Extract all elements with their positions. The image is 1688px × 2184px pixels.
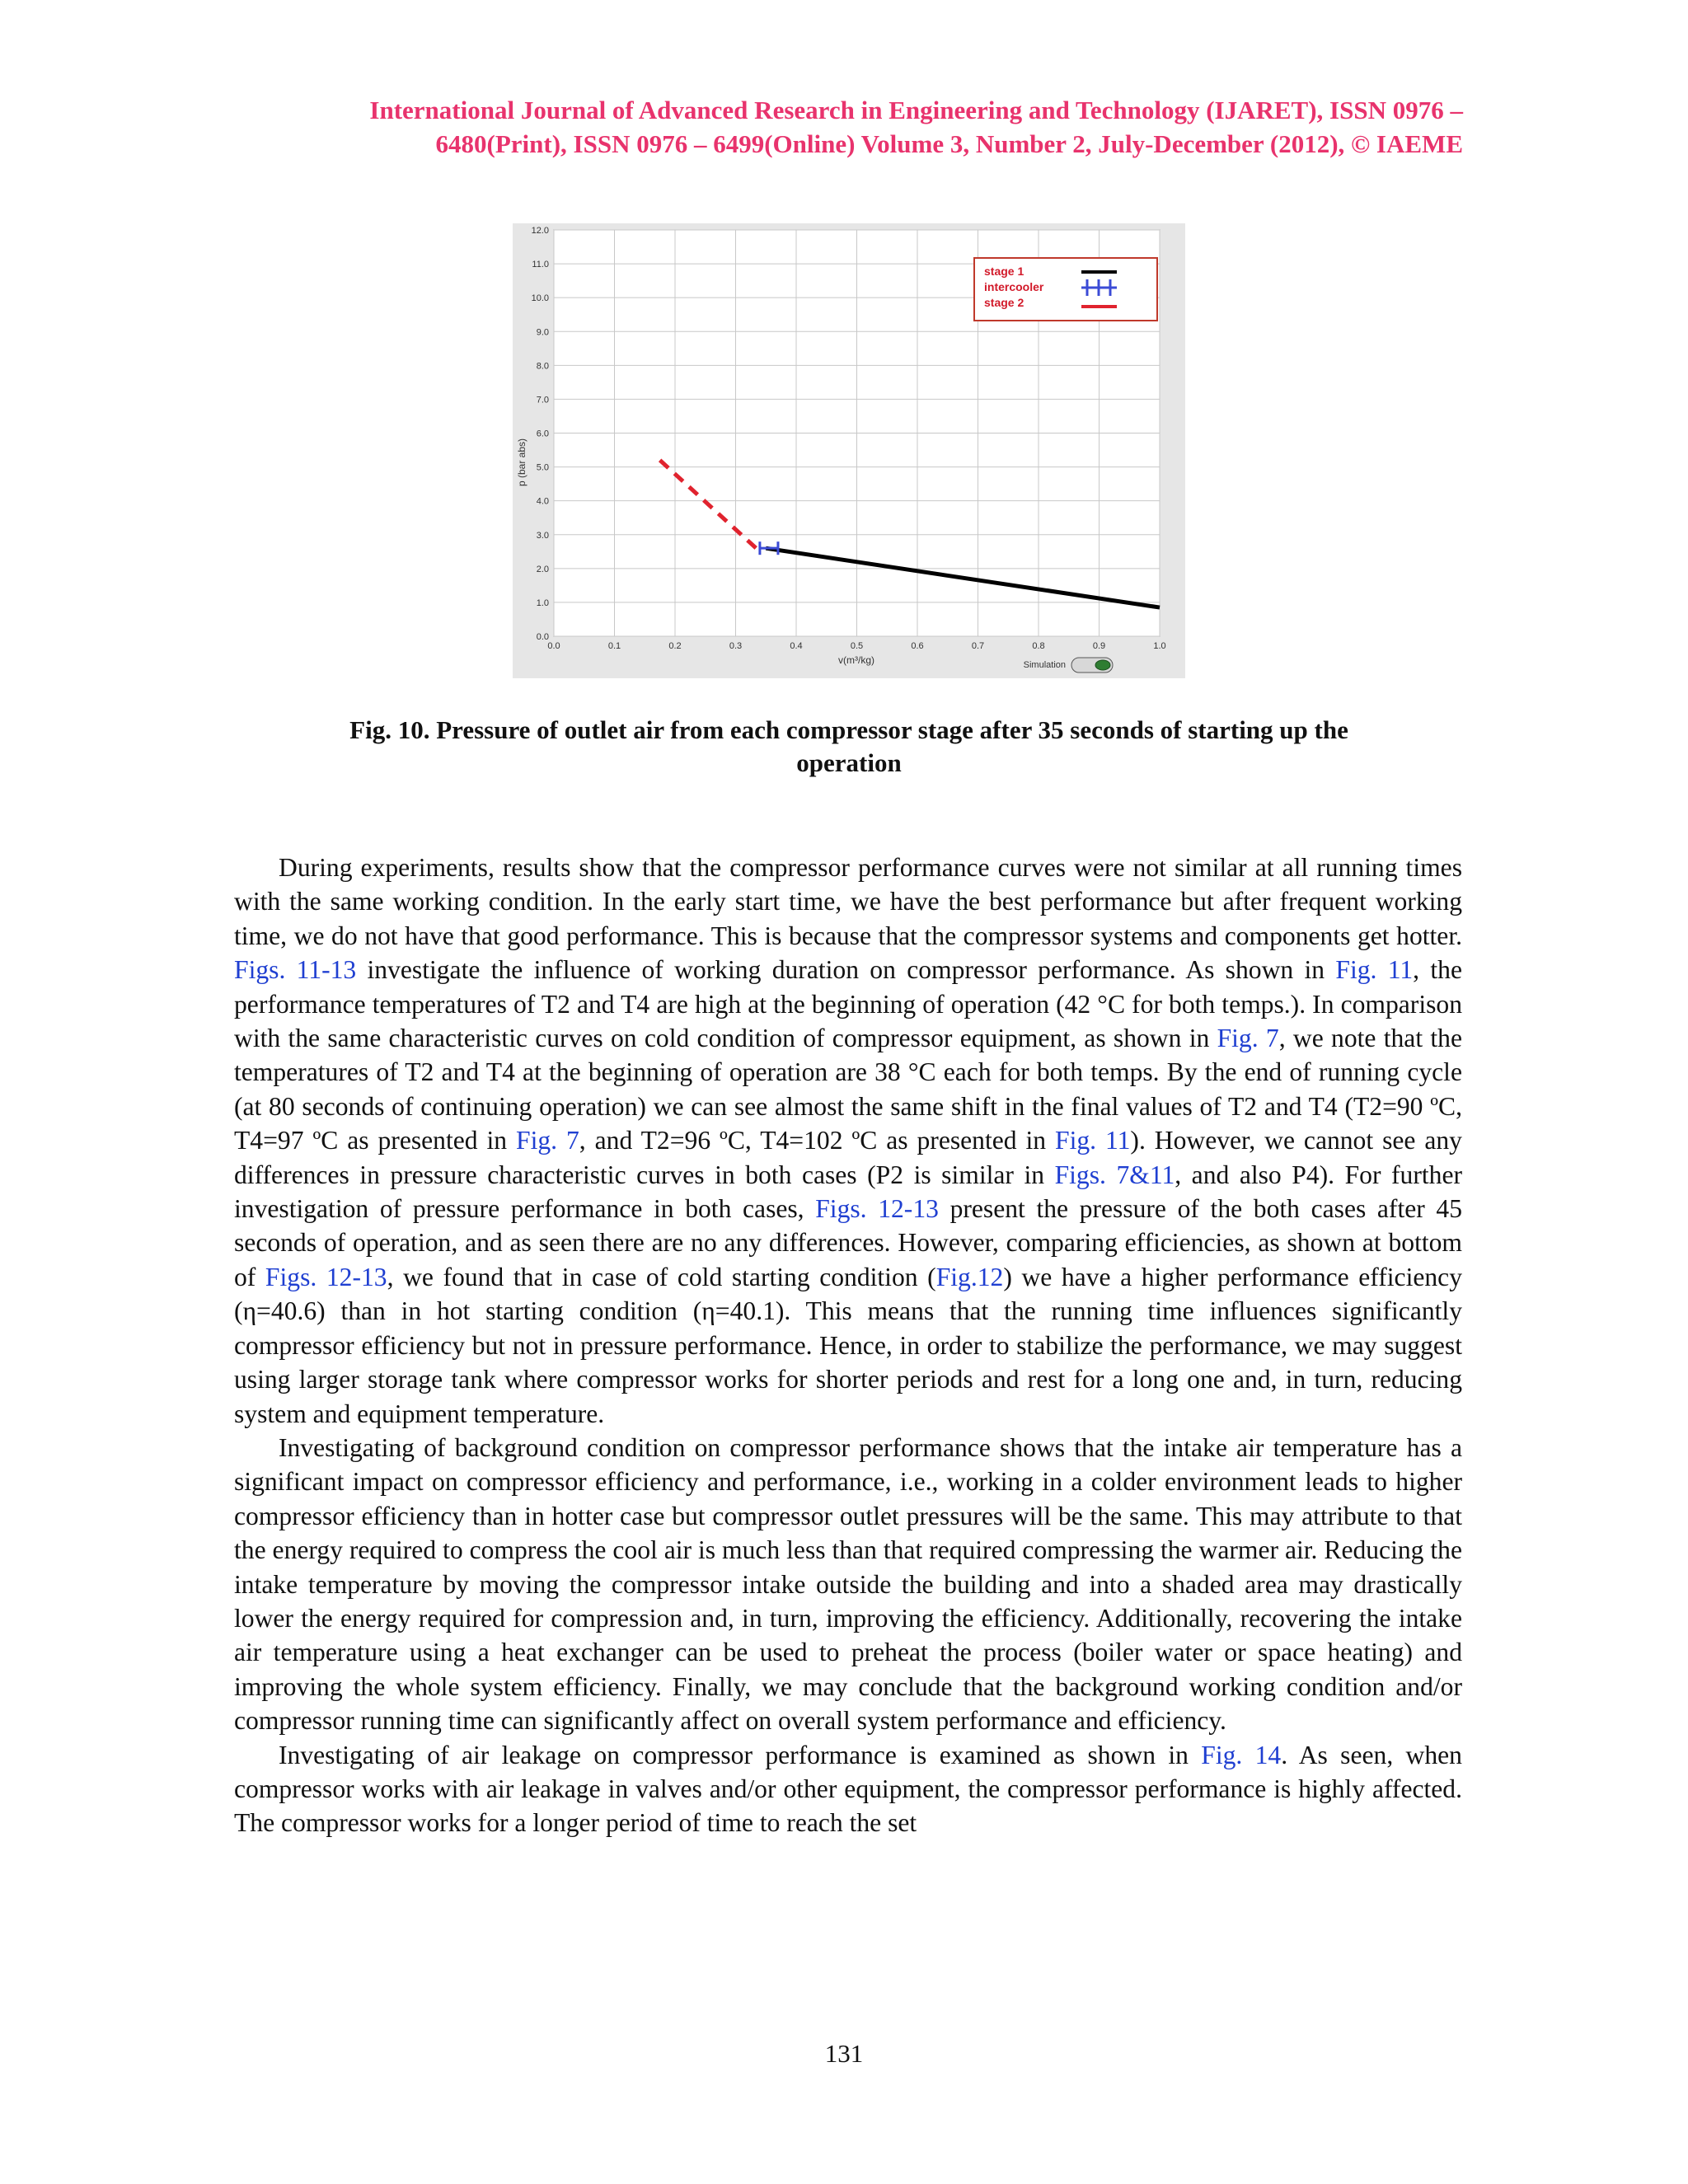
- x-tick-label: 0.9: [1092, 641, 1106, 651]
- body-text: [234, 851, 1462, 1840]
- text-run: present the pressure of the both cases after 45 seconds of operation, and as seen there are no any differences. However, comparing efficiencies, as shown at bottom of: [234, 1194, 1463, 1291]
- y-tick-label: 5.0: [536, 462, 549, 473]
- text-run: , the performance temperatures of T2 and T4 are high at the beginning of operation (42 °C for both temps.). In comparison with the same characteristic curves on cold condition of compressor equipment, as shown in: [234, 955, 1462, 1053]
- y-tick-label: 0.0: [536, 632, 549, 642]
- paragraph-1: [234, 851, 1462, 1431]
- text-run: , we note that the temperatures of T2 and T4 at the beginning of operation are 38 °C each for both temps. By the end of running cycle (at 80 seconds of continuing operation) we can see almost the same shift in the final values of T2 and T4 (T2=90 ºC, T4=97 ºC as presented in: [234, 1024, 1462, 1155]
- x-tick-label: 0.6: [911, 641, 924, 651]
- text-run: During experiments, results show that the compressor performance curves were not similar at all running times with the same working condition. In the early start time, we have the best performance but after frequent working time, we do not have that good performance. This is because that the compressor systems and components get hotter.: [234, 853, 1462, 950]
- x-tick-label: 0.1: [607, 641, 621, 651]
- fig-link[interactable]: Figs. 12-13: [265, 1262, 387, 1291]
- text-run: , and T2=96 ºC, T4=102 ºC as presented in: [579, 1126, 1056, 1155]
- legend-label-intercooler: intercooler: [984, 280, 1044, 293]
- y-tick-label: 2.0: [536, 564, 549, 574]
- x-tick-label: 0.5: [850, 641, 864, 651]
- y-tick-label: 9.0: [536, 327, 549, 338]
- x-tick-label: 0.8: [1032, 641, 1045, 651]
- text-run: , we found that in case of cold starting condition (: [387, 1262, 936, 1291]
- x-tick-label: 0.3: [729, 641, 743, 651]
- fig-link[interactable]: Figs. 11-13: [234, 955, 357, 985]
- legend-label-stage2: stage 2: [984, 296, 1025, 309]
- journal-header: [206, 93, 1463, 161]
- x-tick-label: 0.7: [971, 641, 985, 651]
- text-run: ). However, we cannot see any differences in pressure characteristic curves in both cases (P2 is similar in: [234, 1126, 1462, 1189]
- journal-header-line2: 6480(Print), ISSN 0976 – 6499(Online) Volume 3, Number 2, July-December (2012), © IAEME: [435, 129, 1463, 158]
- y-tick-label: 12.0: [531, 226, 549, 236]
- y-tick-label: 4.0: [536, 496, 549, 507]
- text-run: Investigating of air leakage on compressor performance is examined as shown in: [279, 1740, 1202, 1769]
- fig-link[interactable]: Fig. 11: [1055, 1126, 1131, 1155]
- paragraph-3: [234, 1738, 1462, 1840]
- x-tick-label: 0.4: [790, 641, 803, 651]
- chart-svg: [513, 223, 1185, 678]
- text-run: ) we have a higher performance efficiency (η=40.6) than in hot starting condition (η=40.1). This means that the running time influences significantly compressor efficiency but not in pressure performance. Hence, in order to stabilize the performance, we may suggest using larger storage tank where compressor works for shorter periods and rest for a long one and, in turn, reducing system and equipment temperature.: [234, 1262, 1462, 1428]
- fig-link[interactable]: Fig. 7: [1217, 1024, 1279, 1053]
- paragraph-2: Investigating of background condition on compressor performance shows that the intake air temperature has a significant impact on compressor efficiency and performance, i.e., working in a colder environment leads to higher compressor efficiency than in hotter case but compressor outlet pressures will be the same. This may attribute to that the energy required to compress the cool air is much less than that required compressing the warmer air. Reducing the intake temperature by moving the compressor intake outside the building and into a shaded area may drastically lower the energy required for compression and, in turn, improving the efficiency. Additionally, recovering the intake air temperature using a heat exchanger can be used to preheat the process (boiler water or space heating) and improving the whole system efficiency. Finally, we may conclude that the background working condition and/or compressor running time can significantly affect on overall system performance and efficiency.: [234, 1432, 1462, 1736]
- x-axis-label: v(m³/kg): [838, 654, 874, 666]
- y-tick-label: 6.0: [536, 429, 549, 439]
- legend-label-stage1: stage 1: [984, 265, 1025, 278]
- y-tick-label: 10.0: [531, 293, 549, 304]
- y-tick-label: 7.0: [536, 395, 549, 405]
- text-run: , and also P4). For further investigation of pressure performance in both cases,: [234, 1160, 1462, 1224]
- x-tick-label: 0.0: [547, 641, 560, 651]
- fig-link[interactable]: Fig. 7: [516, 1126, 579, 1155]
- fig-link[interactable]: Fig. 11: [1335, 955, 1414, 985]
- figure-caption: [247, 714, 1451, 780]
- text-run: . As seen, when compressor works with air leakage in valves and/or other equipment, the compressor performance is highly affected. The compressor works for a longer period of time to reach the set: [234, 1740, 1462, 1838]
- page-number: 131: [824, 2039, 864, 2068]
- figure-chart: [513, 223, 1185, 678]
- journal-header-line1: International Journal of Advanced Research in Engineering and Technology (IJARET), ISSN 0976 –: [369, 96, 1463, 124]
- simulation-button-label: Simulation: [1023, 660, 1066, 670]
- fig-link[interactable]: Figs. 7&11: [1054, 1160, 1175, 1189]
- x-tick-label: 1.0: [1153, 641, 1166, 651]
- simulation-toggle-knob[interactable]: [1095, 660, 1110, 670]
- y-tick-label: 8.0: [536, 361, 549, 372]
- simulation-toggle[interactable]: [1071, 658, 1113, 673]
- legend: [974, 258, 1157, 321]
- fig-link[interactable]: Fig. 14: [1201, 1740, 1282, 1769]
- y-tick-label: 11.0: [532, 260, 549, 270]
- y-tick-label: 3.0: [536, 530, 549, 541]
- fig-link[interactable]: Fig.12: [935, 1262, 1004, 1291]
- y-axis-label: p (bar abs): [516, 438, 528, 487]
- caption-line1: Fig. 10. Pressure of outlet air from each compressor stage after 35 seconds of starting up the: [349, 715, 1348, 744]
- text-run: investigate the influence of working duration on compressor performance. As shown in: [356, 955, 1336, 985]
- fig-link[interactable]: Figs. 12-13: [815, 1194, 939, 1224]
- y-tick-label: 1.0: [536, 598, 549, 608]
- caption-line2: operation: [796, 748, 902, 777]
- x-tick-label: 0.2: [668, 641, 682, 651]
